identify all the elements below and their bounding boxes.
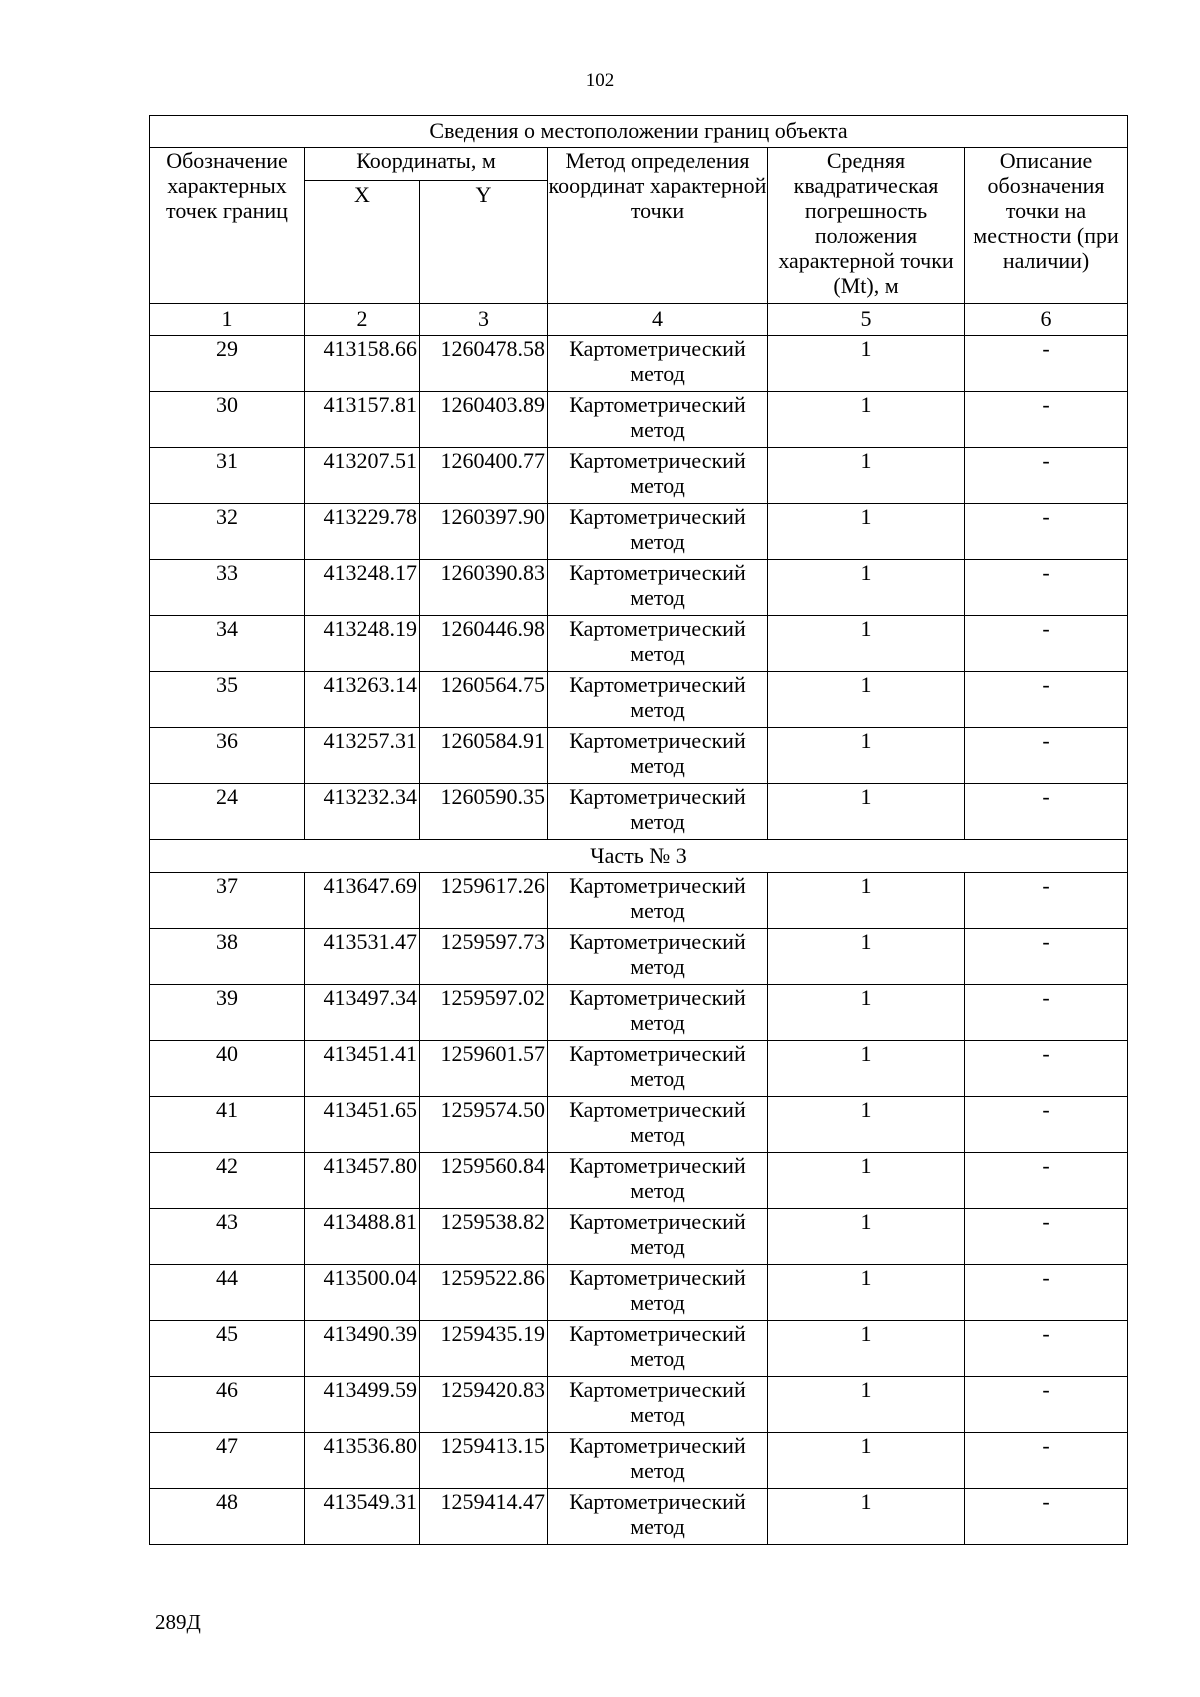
error-cell: 1 xyxy=(768,985,965,1041)
description-cell: - xyxy=(965,985,1128,1041)
x-coordinate-cell: 413229.78 xyxy=(305,504,420,560)
x-coordinate-cell: 413157.81 xyxy=(305,392,420,448)
table-row xyxy=(150,1041,1128,1097)
y-coordinate-cell: 1259420.83 xyxy=(420,1377,548,1433)
table-row xyxy=(150,929,1128,985)
x-coordinate-cell: 413457.80 xyxy=(305,1153,420,1209)
point-cell: 43 xyxy=(150,1209,305,1265)
description-cell: - xyxy=(965,1489,1128,1545)
point-cell: 40 xyxy=(150,1041,305,1097)
point-cell: 45 xyxy=(150,1321,305,1377)
error-cell: 1 xyxy=(768,1041,965,1097)
method-cell: Картометрический метод xyxy=(548,1265,768,1321)
method-cell: Картометрический метод xyxy=(548,1153,768,1209)
error-cell: 1 xyxy=(768,1321,965,1377)
error-cell: 1 xyxy=(768,1433,965,1489)
error-cell: 1 xyxy=(768,1377,965,1433)
point-cell: 46 xyxy=(150,1377,305,1433)
error-cell: 1 xyxy=(768,504,965,560)
description-cell: - xyxy=(965,336,1128,392)
error-cell: 1 xyxy=(768,784,965,840)
error-cell: 1 xyxy=(768,1265,965,1321)
description-cell: - xyxy=(965,1321,1128,1377)
description-cell: - xyxy=(965,392,1128,448)
method-cell: Картометрический метод xyxy=(548,1097,768,1153)
header-error: Средняя квадратическая погрешность положения характерной точки (Mt), м xyxy=(768,148,965,304)
y-coordinate-cell: 1259414.47 xyxy=(420,1489,548,1545)
column-number: 3 xyxy=(420,304,548,336)
y-coordinate-cell: 1260584.91 xyxy=(420,728,548,784)
y-coordinate-cell: 1259597.02 xyxy=(420,985,548,1041)
method-cell: Картометрический метод xyxy=(548,929,768,985)
method-cell: Картометрический метод xyxy=(548,985,768,1041)
table-row xyxy=(150,985,1128,1041)
error-cell: 1 xyxy=(768,1489,965,1545)
table-row xyxy=(150,1377,1128,1433)
description-cell: - xyxy=(965,728,1128,784)
column-number: 4 xyxy=(548,304,768,336)
table-row xyxy=(150,784,1128,840)
point-cell: 36 xyxy=(150,728,305,784)
y-coordinate-cell: 1259597.73 xyxy=(420,929,548,985)
x-coordinate-cell: 413451.65 xyxy=(305,1097,420,1153)
x-coordinate-cell: 413536.80 xyxy=(305,1433,420,1489)
section-row xyxy=(150,840,1128,873)
x-coordinate-cell: 413248.19 xyxy=(305,616,420,672)
table-title: Сведения о местоположении границ объекта xyxy=(150,116,1128,148)
x-coordinate-cell: 413499.59 xyxy=(305,1377,420,1433)
error-cell: 1 xyxy=(768,1209,965,1265)
table-row xyxy=(150,616,1128,672)
x-coordinate-cell: 413500.04 xyxy=(305,1265,420,1321)
method-cell: Картометрический метод xyxy=(548,448,768,504)
method-cell: Картометрический метод xyxy=(548,336,768,392)
error-cell: 1 xyxy=(768,336,965,392)
error-cell: 1 xyxy=(768,1153,965,1209)
y-coordinate-cell: 1259413.15 xyxy=(420,1433,548,1489)
x-coordinate-cell: 413647.69 xyxy=(305,873,420,929)
error-cell: 1 xyxy=(768,929,965,985)
column-number: 2 xyxy=(305,304,420,336)
header-method: Метод определения координат характерной точки xyxy=(548,148,768,304)
point-cell: 33 xyxy=(150,560,305,616)
description-cell: - xyxy=(965,560,1128,616)
description-cell: - xyxy=(965,672,1128,728)
description-cell: - xyxy=(965,1209,1128,1265)
y-coordinate-cell: 1259574.50 xyxy=(420,1097,548,1153)
table-row xyxy=(150,1489,1128,1545)
method-cell: Картометрический метод xyxy=(548,784,768,840)
x-coordinate-cell: 413497.34 xyxy=(305,985,420,1041)
table-row xyxy=(150,504,1128,560)
y-coordinate-cell: 1259435.19 xyxy=(420,1321,548,1377)
y-coordinate-cell: 1259538.82 xyxy=(420,1209,548,1265)
y-coordinate-cell: 1259560.84 xyxy=(420,1153,548,1209)
table-row xyxy=(150,728,1128,784)
point-cell: 32 xyxy=(150,504,305,560)
method-cell: Картометрический метод xyxy=(548,560,768,616)
error-cell: 1 xyxy=(768,672,965,728)
y-coordinate-cell: 1260564.75 xyxy=(420,672,548,728)
description-cell: - xyxy=(965,504,1128,560)
table-row xyxy=(150,873,1128,929)
x-coordinate-cell: 413263.14 xyxy=(305,672,420,728)
header-row xyxy=(150,148,1128,181)
error-cell: 1 xyxy=(768,616,965,672)
x-coordinate-cell: 413531.47 xyxy=(305,929,420,985)
x-coordinate-cell: 413490.39 xyxy=(305,1321,420,1377)
error-cell: 1 xyxy=(768,1097,965,1153)
method-cell: Картометрический метод xyxy=(548,1489,768,1545)
method-cell: Картометрический метод xyxy=(548,672,768,728)
x-coordinate-cell: 413451.41 xyxy=(305,1041,420,1097)
header-point: Обозначение характерных точек границ xyxy=(150,148,305,304)
y-coordinate-cell: 1260397.90 xyxy=(420,504,548,560)
description-cell: - xyxy=(965,1377,1128,1433)
x-coordinate-cell: 413232.34 xyxy=(305,784,420,840)
y-coordinate-cell: 1259522.86 xyxy=(420,1265,548,1321)
method-cell: Картометрический метод xyxy=(548,504,768,560)
point-cell: 34 xyxy=(150,616,305,672)
description-cell: - xyxy=(965,784,1128,840)
table-row xyxy=(150,560,1128,616)
point-cell: 31 xyxy=(150,448,305,504)
table-row xyxy=(150,1433,1128,1489)
description-cell: - xyxy=(965,616,1128,672)
method-cell: Картометрический метод xyxy=(548,392,768,448)
y-coordinate-cell: 1260590.35 xyxy=(420,784,548,840)
x-coordinate-cell: 413248.17 xyxy=(305,560,420,616)
description-cell: - xyxy=(965,873,1128,929)
column-number: 1 xyxy=(150,304,305,336)
y-coordinate-cell: 1260446.98 xyxy=(420,616,548,672)
method-cell: Картометрический метод xyxy=(548,1041,768,1097)
point-cell: 37 xyxy=(150,873,305,929)
point-cell: 48 xyxy=(150,1489,305,1545)
point-cell: 39 xyxy=(150,985,305,1041)
point-cell: 35 xyxy=(150,672,305,728)
method-cell: Картометрический метод xyxy=(548,1321,768,1377)
method-cell: Картометрический метод xyxy=(548,616,768,672)
error-cell: 1 xyxy=(768,728,965,784)
method-cell: Картометрический метод xyxy=(548,728,768,784)
point-cell: 38 xyxy=(150,929,305,985)
column-number: 5 xyxy=(768,304,965,336)
x-coordinate-cell: 413488.81 xyxy=(305,1209,420,1265)
column-number: 6 xyxy=(965,304,1128,336)
method-cell: Картометрический метод xyxy=(548,1209,768,1265)
description-cell: - xyxy=(965,448,1128,504)
boundary-coordinates-table xyxy=(149,115,1128,1545)
x-coordinate-cell: 413257.31 xyxy=(305,728,420,784)
description-cell: - xyxy=(965,1433,1128,1489)
y-coordinate-cell: 1260403.89 xyxy=(420,392,548,448)
page-number: 102 xyxy=(585,70,615,91)
y-coordinate-cell: 1259617.26 xyxy=(420,873,548,929)
table-row xyxy=(150,392,1128,448)
description-cell: - xyxy=(965,929,1128,985)
header-y: Y xyxy=(420,181,548,304)
x-coordinate-cell: 413207.51 xyxy=(305,448,420,504)
header-x: X xyxy=(305,181,420,304)
description-cell: - xyxy=(965,1153,1128,1209)
point-cell: 41 xyxy=(150,1097,305,1153)
point-cell: 44 xyxy=(150,1265,305,1321)
error-cell: 1 xyxy=(768,392,965,448)
x-coordinate-cell: 413549.31 xyxy=(305,1489,420,1545)
x-coordinate-cell: 413158.66 xyxy=(305,336,420,392)
table-row xyxy=(150,1153,1128,1209)
table-row xyxy=(150,1097,1128,1153)
header-description: Описание обозначения точки на местности (при наличии) xyxy=(965,148,1128,304)
description-cell: - xyxy=(965,1097,1128,1153)
point-cell: 29 xyxy=(150,336,305,392)
error-cell: 1 xyxy=(768,873,965,929)
table-row xyxy=(150,336,1128,392)
table-row xyxy=(150,672,1128,728)
document-code: 289Д xyxy=(155,1610,201,1634)
table-row xyxy=(150,1265,1128,1321)
table-row xyxy=(150,1321,1128,1377)
table-row xyxy=(150,1209,1128,1265)
description-cell: - xyxy=(965,1265,1128,1321)
error-cell: 1 xyxy=(768,560,965,616)
description-cell: - xyxy=(965,1041,1128,1097)
y-coordinate-cell: 1260478.58 xyxy=(420,336,548,392)
method-cell: Картометрический метод xyxy=(548,1377,768,1433)
table-title-row xyxy=(150,116,1128,148)
error-cell: 1 xyxy=(768,448,965,504)
y-coordinate-cell: 1260390.83 xyxy=(420,560,548,616)
point-cell: 42 xyxy=(150,1153,305,1209)
method-cell: Картометрический метод xyxy=(548,1433,768,1489)
header-coords: Координаты, м xyxy=(305,148,548,181)
column-number-row xyxy=(150,304,1128,336)
y-coordinate-cell: 1260400.77 xyxy=(420,448,548,504)
point-cell: 47 xyxy=(150,1433,305,1489)
y-coordinate-cell: 1259601.57 xyxy=(420,1041,548,1097)
point-cell: 30 xyxy=(150,392,305,448)
section-label: Часть № 3 xyxy=(150,840,1128,873)
point-cell: 24 xyxy=(150,784,305,840)
table-row xyxy=(150,448,1128,504)
method-cell: Картометрический метод xyxy=(548,873,768,929)
